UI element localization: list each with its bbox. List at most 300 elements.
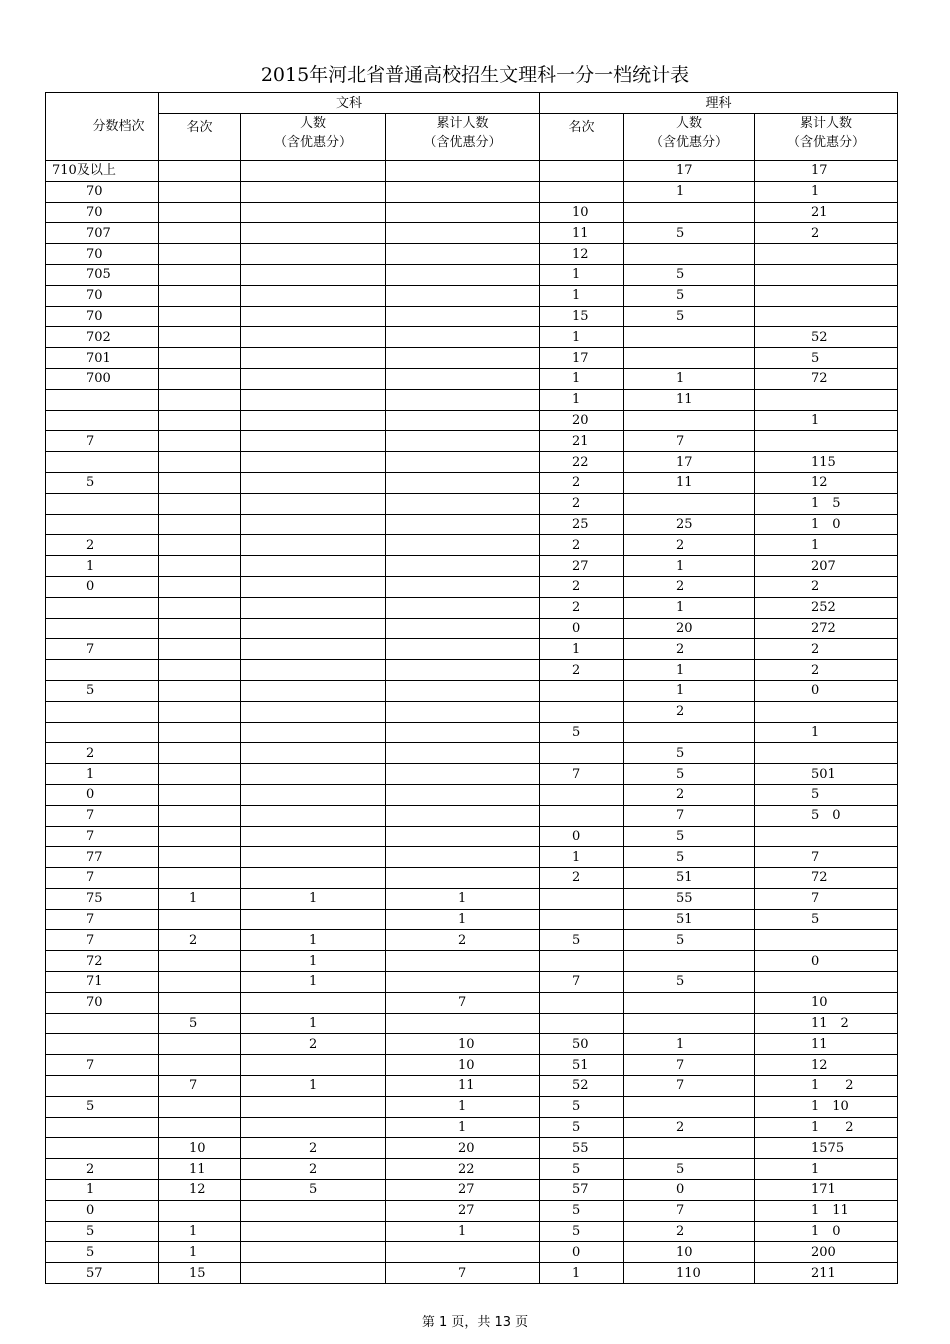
cell-like-count: 55 (624, 888, 755, 909)
cell-like-rank (540, 161, 624, 182)
cell-wenke-count (241, 514, 386, 535)
page-title: 2015年河北省普通高校招生文理科一分一档统计表 (260, 64, 690, 86)
cell-like-count (624, 1013, 755, 1034)
cell-wenke-rank: 7 (159, 1076, 241, 1097)
cell-wenke-count (241, 826, 386, 847)
cell-wenke-rank (159, 556, 241, 577)
cell-wenke-rank (159, 410, 241, 431)
cell-wenke-cumulative: 22 (386, 1159, 540, 1180)
cell-wenke-count (241, 493, 386, 514)
cell-wenke-count (241, 244, 386, 265)
cell-like-rank: 2 (540, 493, 624, 514)
cell-like-cumulative: 115 (755, 452, 898, 473)
table-row (46, 1200, 898, 1221)
cell-like-rank: 2 (540, 576, 624, 597)
cell-wenke-cumulative (386, 722, 540, 743)
table-row (46, 909, 898, 930)
cell-wenke-count (241, 1263, 386, 1284)
table-row (46, 202, 898, 223)
cell-like-cumulative (755, 826, 898, 847)
cell-wenke-count (241, 660, 386, 681)
table-row (46, 597, 898, 618)
cell-score (46, 410, 159, 431)
cell-score: 1 (46, 764, 159, 785)
cell-wenke-rank (159, 639, 241, 660)
table-row (46, 181, 898, 202)
cell-like-count: 2 (624, 576, 755, 597)
cell-score: 5 (46, 1242, 159, 1263)
cell-like-count: 7 (624, 431, 755, 452)
cell-score: 7 (46, 1055, 159, 1076)
cell-wenke-rank: 12 (159, 1180, 241, 1201)
cell-wenke-rank (159, 368, 241, 389)
table-row (46, 472, 898, 493)
cell-score: 1 (46, 556, 159, 577)
cell-score: 700 (46, 368, 159, 389)
table-row (46, 805, 898, 826)
table-row (46, 285, 898, 306)
cell-wenke-cumulative: 10 (386, 1055, 540, 1076)
cell-like-count: 5 (624, 306, 755, 327)
cell-like-count: 2 (624, 535, 755, 556)
cell-wenke-rank (159, 452, 241, 473)
cell-like-count: 1 (624, 556, 755, 577)
cell-wenke-cumulative (386, 368, 540, 389)
header-like: 理科 (540, 93, 898, 114)
cell-like-cumulative: 5 0 (755, 805, 898, 826)
cell-like-rank: 2 (540, 660, 624, 681)
table-row (46, 431, 898, 452)
table-row (46, 930, 898, 951)
cell-like-cumulative: 1 10 (755, 1096, 898, 1117)
cell-like-rank: 7 (540, 764, 624, 785)
cell-like-rank (540, 951, 624, 972)
cell-like-cumulative: 5 (755, 784, 898, 805)
header-like-rank: 名次 (540, 114, 624, 161)
header-wenke-cumulative: 累计人数 （含优惠分） (386, 114, 540, 161)
cell-wenke-count: 2 (241, 1159, 386, 1180)
cell-like-cumulative: 200 (755, 1242, 898, 1263)
table-row (46, 1013, 898, 1034)
cell-score: 0 (46, 784, 159, 805)
cell-like-cumulative: 2 (755, 660, 898, 681)
table-row (46, 348, 898, 369)
cell-like-count: 1 (624, 680, 755, 701)
cell-wenke-cumulative (386, 493, 540, 514)
cell-like-rank: 7 (540, 972, 624, 993)
table-row (46, 743, 898, 764)
cell-wenke-rank: 15 (159, 1263, 241, 1284)
cell-like-rank: 50 (540, 1034, 624, 1055)
cell-wenke-rank (159, 618, 241, 639)
table-row (46, 1096, 898, 1117)
cell-score: 702 (46, 327, 159, 348)
cell-like-count: 11 (624, 472, 755, 493)
cell-wenke-cumulative (386, 452, 540, 473)
cell-like-cumulative: 17 (755, 161, 898, 182)
cell-wenke-rank (159, 660, 241, 681)
cell-like-count: 10 (624, 1242, 755, 1263)
cell-wenke-cumulative: 1 (386, 1117, 540, 1138)
cell-wenke-count (241, 327, 386, 348)
cell-like-cumulative: 10 (755, 992, 898, 1013)
cell-like-count (624, 348, 755, 369)
table-row (46, 306, 898, 327)
cell-wenke-cumulative: 1 (386, 888, 540, 909)
cell-wenke-count: 2 (241, 1138, 386, 1159)
cell-like-rank: 1 (540, 389, 624, 410)
cell-like-count: 5 (624, 264, 755, 285)
cell-like-rank (540, 181, 624, 202)
cell-wenke-cumulative (386, 202, 540, 223)
table-row (46, 1117, 898, 1138)
cell-wenke-rank: 2 (159, 930, 241, 951)
table-row (46, 1242, 898, 1263)
cell-wenke-count (241, 847, 386, 868)
cell-like-rank: 17 (540, 348, 624, 369)
cell-wenke-rank (159, 764, 241, 785)
cell-like-count: 51 (624, 909, 755, 930)
cell-like-cumulative: 207 (755, 556, 898, 577)
cell-wenke-rank: 10 (159, 1138, 241, 1159)
cell-wenke-count (241, 181, 386, 202)
cell-wenke-rank (159, 327, 241, 348)
cell-wenke-rank (159, 722, 241, 743)
table-row (46, 951, 898, 972)
cell-wenke-cumulative (386, 1242, 540, 1263)
cell-wenke-cumulative (386, 389, 540, 410)
cell-like-cumulative: 171 (755, 1180, 898, 1201)
cell-like-count (624, 992, 755, 1013)
cell-wenke-count (241, 805, 386, 826)
table-row (46, 888, 898, 909)
cell-wenke-cumulative (386, 327, 540, 348)
cell-wenke-rank (159, 784, 241, 805)
cell-like-rank: 5 (540, 722, 624, 743)
cell-wenke-cumulative: 10 (386, 1034, 540, 1055)
cell-like-rank (540, 805, 624, 826)
cell-like-count: 5 (624, 223, 755, 244)
cell-wenke-count (241, 223, 386, 244)
cell-wenke-count (241, 784, 386, 805)
score-table (45, 92, 898, 1284)
cell-like-cumulative: 1575 (755, 1138, 898, 1159)
cell-score: 70 (46, 244, 159, 265)
cell-like-count: 5 (624, 764, 755, 785)
cell-wenke-rank (159, 1200, 241, 1221)
cell-wenke-count (241, 410, 386, 431)
cell-like-rank: 2 (540, 868, 624, 889)
table-row (46, 722, 898, 743)
cell-score: 7 (46, 826, 159, 847)
cell-like-cumulative: 1 2 (755, 1076, 898, 1097)
cell-score (46, 618, 159, 639)
cell-wenke-cumulative (386, 576, 540, 597)
cell-wenke-count (241, 701, 386, 722)
cell-wenke-cumulative (386, 701, 540, 722)
cell-wenke-rank (159, 161, 241, 182)
cell-wenke-cumulative (386, 784, 540, 805)
cell-like-cumulative: 2 (755, 576, 898, 597)
cell-wenke-count (241, 597, 386, 618)
cell-like-count: 7 (624, 1200, 755, 1221)
cell-wenke-count (241, 680, 386, 701)
cell-wenke-cumulative: 1 (386, 909, 540, 930)
cell-like-cumulative: 2 (755, 223, 898, 244)
cell-wenke-count: 1 (241, 930, 386, 951)
table-row (46, 847, 898, 868)
cell-wenke-cumulative (386, 348, 540, 369)
cell-wenke-rank (159, 493, 241, 514)
cell-wenke-cumulative (386, 244, 540, 265)
cell-like-cumulative (755, 930, 898, 951)
cell-wenke-rank (159, 992, 241, 1013)
cell-wenke-cumulative (386, 868, 540, 889)
cell-like-count: 5 (624, 972, 755, 993)
cell-like-count: 5 (624, 285, 755, 306)
cell-score: 7 (46, 868, 159, 889)
cell-like-count: 2 (624, 639, 755, 660)
cell-wenke-count (241, 161, 386, 182)
cell-wenke-cumulative (386, 764, 540, 785)
cell-like-rank: 5 (540, 1221, 624, 1242)
cell-like-cumulative: 5 (755, 909, 898, 930)
cell-score: 71 (46, 972, 159, 993)
cell-wenke-rank (159, 535, 241, 556)
cell-wenke-count (241, 556, 386, 577)
cell-like-count (624, 244, 755, 265)
cell-like-count (624, 493, 755, 514)
table-row (46, 514, 898, 535)
cell-like-rank: 1 (540, 327, 624, 348)
table-row (46, 972, 898, 993)
cell-like-cumulative: 1 0 (755, 1221, 898, 1242)
cell-score: 70 (46, 181, 159, 202)
cell-like-cumulative (755, 306, 898, 327)
cell-wenke-cumulative: 1 (386, 1096, 540, 1117)
cell-wenke-rank: 1 (159, 1242, 241, 1263)
cell-score: 2 (46, 535, 159, 556)
cell-like-rank: 51 (540, 1055, 624, 1076)
cell-wenke-cumulative (386, 951, 540, 972)
table-row (46, 764, 898, 785)
cell-like-count: 2 (624, 784, 755, 805)
header-like-cumulative: 累计人数 （含优惠分） (755, 114, 898, 161)
cell-score (46, 1076, 159, 1097)
cell-wenke-count (241, 452, 386, 473)
cell-like-rank: 22 (540, 452, 624, 473)
cell-like-cumulative: 1 (755, 722, 898, 743)
cell-like-cumulative (755, 972, 898, 993)
cell-like-rank (540, 909, 624, 930)
cell-wenke-cumulative (386, 410, 540, 431)
cell-score: 7 (46, 805, 159, 826)
cell-wenke-rank (159, 909, 241, 930)
cell-wenke-count (241, 202, 386, 223)
cell-like-cumulative: 7 (755, 847, 898, 868)
cell-wenke-cumulative: 1 (386, 1221, 540, 1242)
cell-wenke-cumulative (386, 306, 540, 327)
cell-wenke-cumulative (386, 181, 540, 202)
cell-like-count: 5 (624, 930, 755, 951)
cell-score: 0 (46, 576, 159, 597)
cell-score: 75 (46, 888, 159, 909)
cell-wenke-rank (159, 223, 241, 244)
cell-like-rank: 5 (540, 1159, 624, 1180)
cell-score: 0 (46, 1200, 159, 1221)
cell-like-cumulative: 1 2 (755, 1117, 898, 1138)
cell-wenke-cumulative (386, 805, 540, 826)
cell-like-cumulative: 5 (755, 348, 898, 369)
cell-wenke-rank (159, 472, 241, 493)
table-row (46, 161, 898, 182)
cell-score: 710及以上 (46, 161, 159, 182)
cell-wenke-rank (159, 826, 241, 847)
cell-like-cumulative: 21 (755, 202, 898, 223)
table-row (46, 826, 898, 847)
cell-wenke-count: 1 (241, 888, 386, 909)
cell-score: 57 (46, 1263, 159, 1284)
cell-score: 7 (46, 930, 159, 951)
cell-wenke-rank (159, 1117, 241, 1138)
cell-score: 5 (46, 472, 159, 493)
cell-like-cumulative: 72 (755, 868, 898, 889)
cell-wenke-count (241, 1200, 386, 1221)
cell-wenke-count (241, 285, 386, 306)
cell-score (46, 1034, 159, 1055)
cell-like-cumulative: 1 (755, 535, 898, 556)
cell-score: 2 (46, 1159, 159, 1180)
cell-like-count (624, 722, 755, 743)
cell-wenke-count (241, 348, 386, 369)
cell-wenke-count (241, 992, 386, 1013)
cell-wenke-cumulative (386, 639, 540, 660)
cell-like-count (624, 951, 755, 972)
cell-like-rank: 2 (540, 535, 624, 556)
cell-score: 707 (46, 223, 159, 244)
cell-score (46, 514, 159, 535)
cell-score: 77 (46, 847, 159, 868)
table-row (46, 535, 898, 556)
cell-wenke-rank (159, 389, 241, 410)
cell-wenke-rank (159, 348, 241, 369)
cell-wenke-cumulative: 7 (386, 1263, 540, 1284)
cell-wenke-count (241, 472, 386, 493)
cell-like-count: 1 (624, 597, 755, 618)
cell-like-rank: 57 (540, 1180, 624, 1201)
cell-wenke-cumulative (386, 556, 540, 577)
cell-wenke-count (241, 264, 386, 285)
cell-wenke-rank (159, 805, 241, 826)
table-row (46, 244, 898, 265)
cell-like-count: 7 (624, 805, 755, 826)
cell-wenke-count (241, 868, 386, 889)
table-row (46, 1076, 898, 1097)
cell-like-count: 5 (624, 743, 755, 764)
cell-like-rank: 55 (540, 1138, 624, 1159)
table-row (46, 410, 898, 431)
cell-like-rank: 11 (540, 223, 624, 244)
cell-score (46, 660, 159, 681)
cell-score (46, 722, 159, 743)
cell-like-rank: 21 (540, 431, 624, 452)
cell-wenke-rank: 1 (159, 1221, 241, 1242)
cell-like-rank: 25 (540, 514, 624, 535)
cell-wenke-cumulative (386, 597, 540, 618)
cell-wenke-rank (159, 514, 241, 535)
cell-score: 701 (46, 348, 159, 369)
cell-like-cumulative: 252 (755, 597, 898, 618)
header-like-count: 人数 （含优惠分） (624, 114, 755, 161)
cell-like-count: 20 (624, 618, 755, 639)
cell-like-rank: 0 (540, 826, 624, 847)
table-row (46, 680, 898, 701)
cell-like-cumulative: 272 (755, 618, 898, 639)
cell-like-rank: 1 (540, 639, 624, 660)
cell-score (46, 1117, 159, 1138)
cell-wenke-count (241, 1221, 386, 1242)
cell-score: 5 (46, 680, 159, 701)
cell-wenke-count (241, 764, 386, 785)
table-row (46, 327, 898, 348)
cell-like-rank: 20 (540, 410, 624, 431)
cell-wenke-rank (159, 244, 241, 265)
table-row (46, 1138, 898, 1159)
cell-wenke-cumulative (386, 743, 540, 764)
table-row (46, 223, 898, 244)
cell-wenke-count: 1 (241, 1076, 386, 1097)
cell-wenke-count (241, 1242, 386, 1263)
header-score: 分数档次 (46, 93, 159, 161)
cell-like-cumulative (755, 743, 898, 764)
cell-wenke-rank (159, 1055, 241, 1076)
cell-like-count: 1 (624, 181, 755, 202)
cell-like-cumulative (755, 244, 898, 265)
cell-like-count: 1 (624, 368, 755, 389)
cell-wenke-rank: 5 (159, 1013, 241, 1034)
cell-wenke-count (241, 1117, 386, 1138)
cell-score (46, 1138, 159, 1159)
cell-score (46, 493, 159, 514)
cell-wenke-rank (159, 181, 241, 202)
cell-like-count (624, 327, 755, 348)
cell-like-cumulative (755, 389, 898, 410)
cell-like-count: 17 (624, 161, 755, 182)
cell-like-count: 5 (624, 1159, 755, 1180)
cell-wenke-cumulative (386, 1013, 540, 1034)
cell-like-cumulative: 1 (755, 410, 898, 431)
table-row (46, 1221, 898, 1242)
cell-score: 70 (46, 306, 159, 327)
cell-score: 70 (46, 202, 159, 223)
cell-wenke-rank (159, 285, 241, 306)
cell-wenke-count (241, 535, 386, 556)
cell-like-cumulative: 211 (755, 1263, 898, 1284)
cell-wenke-rank (159, 576, 241, 597)
cell-wenke-rank (159, 847, 241, 868)
cell-like-count: 5 (624, 826, 755, 847)
cell-like-cumulative: 1 (755, 1159, 898, 1180)
cell-like-rank: 0 (540, 618, 624, 639)
cell-like-count: 1 (624, 1034, 755, 1055)
cell-wenke-cumulative (386, 431, 540, 452)
cell-like-cumulative: 1 5 (755, 493, 898, 514)
cell-score (46, 1013, 159, 1034)
cell-score: 7 (46, 639, 159, 660)
cell-like-cumulative (755, 701, 898, 722)
table-row (46, 576, 898, 597)
cell-wenke-count (241, 576, 386, 597)
